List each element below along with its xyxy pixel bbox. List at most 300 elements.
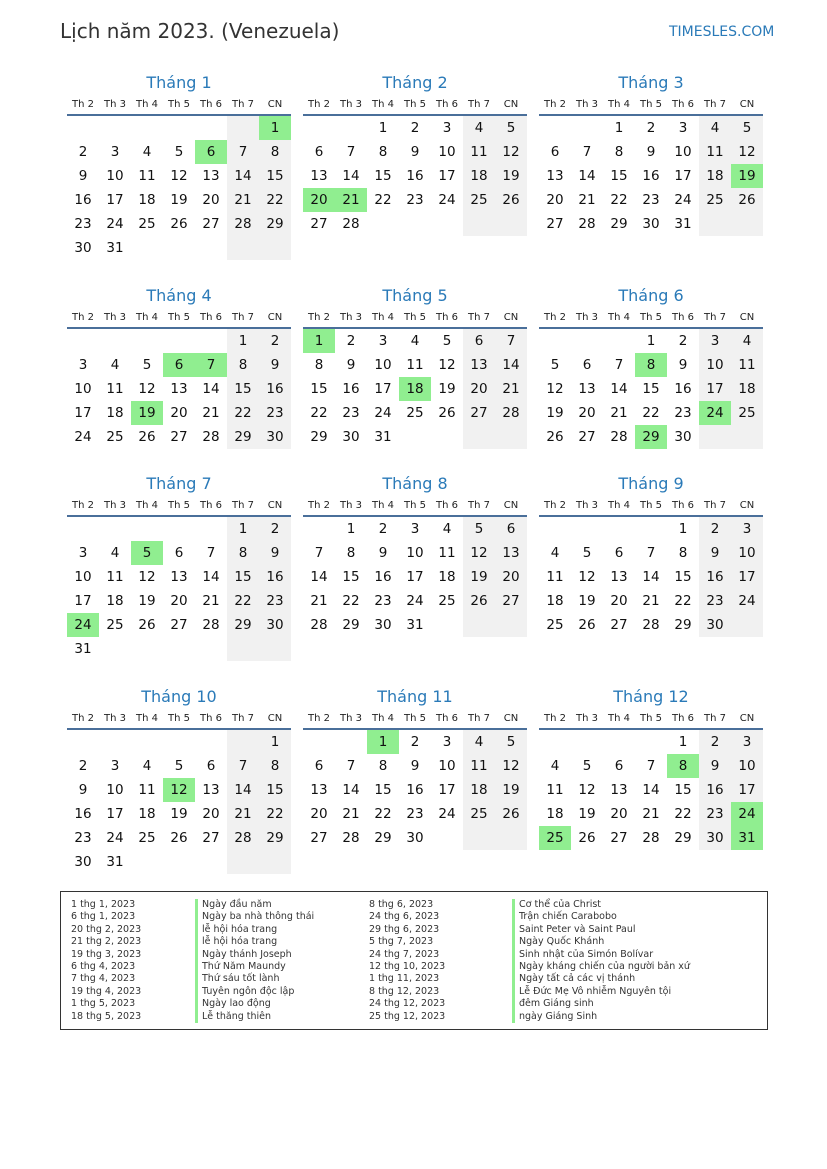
day-cell[interactable]: 29 [259, 826, 291, 850]
day-cell[interactable]: 30 [406, 830, 424, 846]
day-cell[interactable]: 1 [227, 329, 259, 353]
day-cell[interactable]: 14 [202, 569, 220, 585]
day-cell[interactable]: 2 [410, 734, 420, 750]
day-cell[interactable]: 24 [106, 830, 124, 846]
day-cell[interactable]: 29 [610, 216, 628, 232]
day-cell[interactable]: 17 [74, 405, 92, 421]
day-cell[interactable]: 29 [310, 429, 328, 445]
day-cell[interactable]: 28 [227, 826, 259, 850]
day-cell[interactable]: 2 [78, 144, 88, 160]
day-cell[interactable]: 5 [463, 517, 495, 541]
day-cell[interactable]: 26 [546, 429, 564, 445]
day-cell[interactable]: 2 [678, 333, 688, 349]
day-cell[interactable]: 10 [374, 357, 392, 373]
day-cell[interactable]: 27 [495, 589, 527, 613]
day-cell[interactable]: 8 [378, 144, 388, 160]
day-cell[interactable]: 26 [463, 589, 495, 613]
day-cell[interactable]: 14 [342, 782, 360, 798]
day-cell[interactable]: 23 [406, 192, 424, 208]
day-cell[interactable]: 2 [699, 517, 731, 541]
day-cell[interactable]: 30 [342, 429, 360, 445]
day-cell[interactable]: 31 [406, 617, 424, 633]
day-cell[interactable]: 17 [674, 168, 692, 184]
day-cell[interactable]: 28 [202, 617, 220, 633]
day-cell[interactable]: 24 [438, 806, 456, 822]
day-cell[interactable]: 18 [731, 377, 763, 401]
day-cell[interactable]: 8 [614, 144, 624, 160]
day-cell[interactable]: 18 [463, 164, 495, 188]
day-cell[interactable]: 22 [674, 806, 692, 822]
day-cell[interactable]: 28 [227, 212, 259, 236]
day-cell[interactable]: 16 [674, 381, 692, 397]
day-cell[interactable]: 23 [374, 593, 392, 609]
holiday-day-cell[interactable]: 1 [367, 730, 399, 754]
day-cell[interactable]: 4 [142, 758, 152, 774]
day-cell[interactable]: 10 [674, 144, 692, 160]
day-cell[interactable]: 8 [227, 541, 259, 565]
day-cell[interactable]: 27 [202, 216, 220, 232]
day-cell[interactable]: 23 [74, 216, 92, 232]
day-cell[interactable]: 3 [731, 517, 763, 541]
day-cell[interactable]: 29 [674, 617, 692, 633]
holiday-day-cell[interactable]: 5 [131, 541, 163, 565]
day-cell[interactable]: 7 [614, 357, 624, 373]
day-cell[interactable]: 8 [346, 545, 356, 561]
day-cell[interactable]: 27 [202, 830, 220, 846]
day-cell[interactable]: 30 [74, 240, 92, 256]
day-cell[interactable]: 7 [227, 140, 259, 164]
day-cell[interactable]: 16 [342, 381, 360, 397]
day-cell[interactable]: 28 [642, 830, 660, 846]
day-cell[interactable]: 7 [582, 144, 592, 160]
day-cell[interactable]: 13 [610, 782, 628, 798]
day-cell[interactable]: 27 [170, 617, 188, 633]
day-cell[interactable]: 26 [495, 188, 527, 212]
day-cell[interactable]: 4 [699, 116, 731, 140]
day-cell[interactable]: 12 [463, 541, 495, 565]
day-cell[interactable]: 19 [170, 806, 188, 822]
day-cell[interactable]: 11 [546, 569, 564, 585]
holiday-day-cell[interactable]: 25 [539, 826, 571, 850]
day-cell[interactable]: 25 [106, 429, 124, 445]
day-cell[interactable]: 17 [374, 381, 392, 397]
day-cell[interactable]: 8 [678, 545, 688, 561]
day-cell[interactable]: 21 [202, 405, 220, 421]
day-cell[interactable]: 2 [259, 517, 291, 541]
day-cell[interactable]: 6 [314, 144, 324, 160]
day-cell[interactable]: 25 [406, 405, 424, 421]
day-cell[interactable]: 7 [227, 754, 259, 778]
day-cell[interactable]: 2 [646, 120, 656, 136]
day-cell[interactable]: 19 [138, 593, 156, 609]
day-cell[interactable]: 14 [342, 168, 360, 184]
day-cell[interactable]: 9 [378, 545, 388, 561]
day-cell[interactable]: 24 [674, 192, 692, 208]
day-cell[interactable]: 13 [202, 168, 220, 184]
day-cell[interactable]: 2 [378, 521, 388, 537]
day-cell[interactable]: 5 [495, 116, 527, 140]
day-cell[interactable]: 13 [546, 168, 564, 184]
day-cell[interactable]: 31 [374, 429, 392, 445]
day-cell[interactable]: 6 [550, 144, 560, 160]
day-cell[interactable]: 28 [578, 216, 596, 232]
holiday-day-cell[interactable]: 31 [731, 826, 763, 850]
day-cell[interactable]: 29 [227, 425, 259, 449]
day-cell[interactable]: 30 [374, 617, 392, 633]
day-cell[interactable]: 31 [106, 240, 124, 256]
day-cell[interactable]: 3 [678, 120, 688, 136]
day-cell[interactable]: 3 [442, 120, 452, 136]
day-cell[interactable]: 7 [206, 545, 216, 561]
day-cell[interactable]: 11 [546, 782, 564, 798]
day-cell[interactable]: 30 [699, 613, 731, 637]
day-cell[interactable]: 27 [610, 830, 628, 846]
day-cell[interactable]: 18 [699, 164, 731, 188]
day-cell[interactable]: 8 [378, 758, 388, 774]
holiday-day-cell[interactable]: 1 [303, 329, 335, 353]
day-cell[interactable]: 12 [578, 782, 596, 798]
day-cell[interactable]: 28 [642, 617, 660, 633]
day-cell[interactable]: 19 [578, 806, 596, 822]
day-cell[interactable]: 3 [110, 758, 120, 774]
day-cell[interactable]: 17 [731, 565, 763, 589]
day-cell[interactable]: 22 [310, 405, 328, 421]
day-cell[interactable]: 5 [174, 144, 184, 160]
day-cell[interactable]: 21 [227, 802, 259, 826]
day-cell[interactable]: 21 [578, 192, 596, 208]
day-cell[interactable]: 19 [495, 778, 527, 802]
day-cell[interactable]: 26 [578, 830, 596, 846]
day-cell[interactable]: 6 [614, 545, 624, 561]
brand-link[interactable]: TIMESLES.COM [669, 24, 775, 40]
day-cell[interactable]: 15 [642, 381, 660, 397]
day-cell[interactable]: 10 [106, 168, 124, 184]
day-cell[interactable]: 14 [495, 353, 527, 377]
day-cell[interactable]: 28 [310, 617, 328, 633]
day-cell[interactable]: 22 [674, 593, 692, 609]
day-cell[interactable]: 3 [410, 521, 420, 537]
day-cell[interactable]: 20 [170, 593, 188, 609]
day-cell[interactable]: 27 [463, 401, 495, 425]
day-cell[interactable]: 13 [463, 353, 495, 377]
day-cell[interactable]: 14 [310, 569, 328, 585]
day-cell[interactable]: 26 [138, 617, 156, 633]
day-cell[interactable]: 3 [378, 333, 388, 349]
day-cell[interactable]: 5 [495, 730, 527, 754]
holiday-day-cell[interactable]: 8 [667, 754, 699, 778]
day-cell[interactable]: 1 [646, 333, 656, 349]
day-cell[interactable]: 17 [699, 377, 731, 401]
day-cell[interactable]: 9 [410, 144, 420, 160]
day-cell[interactable]: 26 [438, 405, 456, 421]
day-cell[interactable]: 31 [74, 641, 92, 657]
day-cell[interactable]: 15 [610, 168, 628, 184]
day-cell[interactable]: 15 [259, 778, 291, 802]
day-cell[interactable]: 2 [346, 333, 356, 349]
day-cell[interactable]: 1 [227, 517, 259, 541]
day-cell[interactable]: 10 [406, 545, 424, 561]
day-cell[interactable]: 24 [406, 593, 424, 609]
day-cell[interactable]: 25 [463, 802, 495, 826]
day-cell[interactable]: 20 [578, 405, 596, 421]
day-cell[interactable]: 5 [582, 758, 592, 774]
day-cell[interactable]: 24 [74, 429, 92, 445]
day-cell[interactable]: 3 [731, 730, 763, 754]
day-cell[interactable]: 4 [463, 116, 495, 140]
day-cell[interactable]: 21 [642, 806, 660, 822]
day-cell[interactable]: 11 [106, 381, 124, 397]
day-cell[interactable]: 13 [578, 381, 596, 397]
day-cell[interactable]: 19 [546, 405, 564, 421]
day-cell[interactable]: 8 [227, 353, 259, 377]
day-cell[interactable]: 8 [259, 140, 291, 164]
day-cell[interactable]: 11 [138, 168, 156, 184]
day-cell[interactable]: 17 [731, 778, 763, 802]
day-cell[interactable]: 15 [674, 569, 692, 585]
day-cell[interactable]: 28 [342, 830, 360, 846]
day-cell[interactable]: 19 [438, 381, 456, 397]
day-cell[interactable]: 21 [202, 593, 220, 609]
day-cell[interactable]: 10 [438, 144, 456, 160]
day-cell[interactable]: 12 [731, 140, 763, 164]
day-cell[interactable]: 18 [138, 806, 156, 822]
day-cell[interactable]: 27 [310, 830, 328, 846]
day-cell[interactable]: 18 [546, 593, 564, 609]
day-cell[interactable]: 23 [699, 589, 731, 613]
day-cell[interactable]: 6 [206, 758, 216, 774]
day-cell[interactable]: 9 [678, 357, 688, 373]
day-cell[interactable]: 6 [463, 329, 495, 353]
day-cell[interactable]: 25 [438, 593, 456, 609]
day-cell[interactable]: 7 [495, 329, 527, 353]
day-cell[interactable]: 10 [699, 353, 731, 377]
day-cell[interactable]: 16 [699, 565, 731, 589]
day-cell[interactable]: 16 [374, 569, 392, 585]
day-cell[interactable]: 24 [731, 589, 763, 613]
day-cell[interactable]: 17 [74, 593, 92, 609]
day-cell[interactable]: 24 [374, 405, 392, 421]
holiday-day-cell[interactable]: 24 [699, 401, 731, 425]
day-cell[interactable]: 27 [310, 216, 328, 232]
day-cell[interactable]: 11 [406, 357, 424, 373]
day-cell[interactable]: 20 [610, 593, 628, 609]
day-cell[interactable]: 13 [495, 541, 527, 565]
day-cell[interactable]: 19 [495, 164, 527, 188]
day-cell[interactable]: 29 [374, 830, 392, 846]
day-cell[interactable]: 18 [438, 569, 456, 585]
day-cell[interactable]: 26 [731, 188, 763, 212]
day-cell[interactable]: 12 [495, 140, 527, 164]
day-cell[interactable]: 22 [610, 192, 628, 208]
day-cell[interactable]: 5 [550, 357, 560, 373]
day-cell[interactable]: 10 [438, 758, 456, 774]
day-cell[interactable]: 13 [170, 569, 188, 585]
day-cell[interactable]: 16 [74, 806, 92, 822]
day-cell[interactable]: 29 [227, 613, 259, 637]
day-cell[interactable]: 16 [259, 565, 291, 589]
day-cell[interactable]: 12 [138, 381, 156, 397]
day-cell[interactable]: 22 [227, 589, 259, 613]
day-cell[interactable]: 29 [674, 830, 692, 846]
day-cell[interactable]: 11 [106, 569, 124, 585]
day-cell[interactable]: 9 [699, 754, 731, 778]
day-cell[interactable]: 2 [410, 120, 420, 136]
day-cell[interactable]: 21 [227, 188, 259, 212]
day-cell[interactable]: 11 [699, 140, 731, 164]
day-cell[interactable]: 28 [495, 401, 527, 425]
day-cell[interactable]: 4 [410, 333, 420, 349]
day-cell[interactable]: 13 [170, 381, 188, 397]
holiday-day-cell[interactable]: 29 [635, 425, 667, 449]
day-cell[interactable]: 20 [610, 806, 628, 822]
day-cell[interactable]: 18 [546, 806, 564, 822]
day-cell[interactable]: 14 [642, 782, 660, 798]
day-cell[interactable]: 30 [259, 613, 291, 637]
day-cell[interactable]: 3 [78, 357, 88, 373]
holiday-day-cell[interactable]: 19 [731, 164, 763, 188]
day-cell[interactable]: 8 [259, 754, 291, 778]
day-cell[interactable]: 28 [610, 429, 628, 445]
holiday-day-cell[interactable]: 6 [195, 140, 227, 164]
day-cell[interactable]: 12 [138, 569, 156, 585]
day-cell[interactable]: 10 [74, 381, 92, 397]
day-cell[interactable]: 28 [342, 216, 360, 232]
day-cell[interactable]: 20 [495, 565, 527, 589]
day-cell[interactable]: 27 [610, 617, 628, 633]
holiday-day-cell[interactable]: 21 [335, 188, 367, 212]
day-cell[interactable]: 30 [699, 826, 731, 850]
day-cell[interactable]: 22 [259, 188, 291, 212]
day-cell[interactable]: 1 [378, 120, 388, 136]
day-cell[interactable]: 15 [674, 782, 692, 798]
day-cell[interactable]: 3 [442, 734, 452, 750]
day-cell[interactable]: 20 [463, 377, 495, 401]
day-cell[interactable]: 18 [463, 778, 495, 802]
day-cell[interactable]: 15 [227, 377, 259, 401]
day-cell[interactable]: 31 [106, 854, 124, 870]
day-cell[interactable]: 26 [170, 830, 188, 846]
day-cell[interactable]: 25 [138, 830, 156, 846]
day-cell[interactable]: 27 [578, 429, 596, 445]
holiday-day-cell[interactable]: 18 [399, 377, 431, 401]
day-cell[interactable]: 11 [138, 782, 156, 798]
day-cell[interactable]: 12 [170, 168, 188, 184]
day-cell[interactable]: 29 [259, 212, 291, 236]
day-cell[interactable]: 5 [442, 333, 452, 349]
day-cell[interactable]: 4 [110, 357, 120, 373]
day-cell[interactable]: 23 [259, 589, 291, 613]
day-cell[interactable]: 9 [78, 782, 88, 798]
day-cell[interactable]: 10 [106, 782, 124, 798]
day-cell[interactable]: 4 [110, 545, 120, 561]
day-cell[interactable]: 11 [463, 140, 495, 164]
day-cell[interactable]: 7 [646, 545, 656, 561]
day-cell[interactable]: 15 [310, 381, 328, 397]
day-cell[interactable]: 6 [314, 758, 324, 774]
day-cell[interactable]: 20 [310, 806, 328, 822]
day-cell[interactable]: 14 [227, 164, 259, 188]
day-cell[interactable]: 26 [578, 617, 596, 633]
day-cell[interactable]: 1 [614, 120, 624, 136]
day-cell[interactable]: 3 [78, 545, 88, 561]
day-cell[interactable]: 11 [438, 545, 456, 561]
day-cell[interactable]: 25 [546, 617, 564, 633]
day-cell[interactable]: 16 [74, 192, 92, 208]
day-cell[interactable]: 17 [106, 192, 124, 208]
day-cell[interactable]: 22 [374, 806, 392, 822]
day-cell[interactable]: 7 [314, 545, 324, 561]
day-cell[interactable]: 16 [406, 168, 424, 184]
day-cell[interactable]: 17 [406, 569, 424, 585]
day-cell[interactable]: 23 [674, 405, 692, 421]
day-cell[interactable]: 12 [438, 357, 456, 373]
day-cell[interactable]: 12 [578, 569, 596, 585]
day-cell[interactable]: 9 [78, 168, 88, 184]
day-cell[interactable]: 22 [259, 802, 291, 826]
day-cell[interactable]: 9 [259, 353, 291, 377]
day-cell[interactable]: 6 [495, 517, 527, 541]
day-cell[interactable]: 5 [174, 758, 184, 774]
day-cell[interactable]: 22 [342, 593, 360, 609]
day-cell[interactable]: 22 [227, 401, 259, 425]
day-cell[interactable]: 10 [74, 569, 92, 585]
day-cell[interactable]: 7 [346, 758, 356, 774]
day-cell[interactable]: 10 [731, 754, 763, 778]
day-cell[interactable]: 9 [346, 357, 356, 373]
day-cell[interactable]: 18 [138, 192, 156, 208]
day-cell[interactable]: 21 [610, 405, 628, 421]
day-cell[interactable]: 15 [374, 782, 392, 798]
day-cell[interactable]: 18 [106, 405, 124, 421]
day-cell[interactable]: 20 [546, 192, 564, 208]
day-cell[interactable]: 23 [259, 401, 291, 425]
day-cell[interactable]: 2 [78, 758, 88, 774]
day-cell[interactable]: 3 [110, 144, 120, 160]
day-cell[interactable]: 4 [463, 730, 495, 754]
day-cell[interactable]: 15 [342, 569, 360, 585]
day-cell[interactable]: 14 [610, 381, 628, 397]
day-cell[interactable]: 23 [406, 806, 424, 822]
day-cell[interactable]: 30 [642, 216, 660, 232]
day-cell[interactable]: 17 [438, 782, 456, 798]
day-cell[interactable]: 9 [646, 144, 656, 160]
holiday-day-cell[interactable]: 12 [163, 778, 195, 802]
day-cell[interactable]: 5 [142, 357, 152, 373]
day-cell[interactable]: 28 [202, 429, 220, 445]
day-cell[interactable]: 30 [74, 854, 92, 870]
day-cell[interactable]: 12 [546, 381, 564, 397]
day-cell[interactable]: 21 [495, 377, 527, 401]
day-cell[interactable]: 25 [699, 188, 731, 212]
day-cell[interactable]: 1 [259, 730, 291, 754]
day-cell[interactable]: 21 [310, 593, 328, 609]
day-cell[interactable]: 20 [202, 192, 220, 208]
day-cell[interactable]: 13 [310, 168, 328, 184]
day-cell[interactable]: 25 [138, 216, 156, 232]
day-cell[interactable]: 23 [342, 405, 360, 421]
day-cell[interactable]: 6 [174, 545, 184, 561]
day-cell[interactable]: 17 [106, 806, 124, 822]
day-cell[interactable]: 24 [438, 192, 456, 208]
day-cell[interactable]: 19 [578, 593, 596, 609]
day-cell[interactable]: 3 [699, 329, 731, 353]
day-cell[interactable]: 11 [463, 754, 495, 778]
day-cell[interactable]: 15 [374, 168, 392, 184]
day-cell[interactable]: 6 [614, 758, 624, 774]
day-cell[interactable]: 19 [463, 565, 495, 589]
holiday-day-cell[interactable]: 19 [131, 401, 163, 425]
holiday-day-cell[interactable]: 8 [635, 353, 667, 377]
